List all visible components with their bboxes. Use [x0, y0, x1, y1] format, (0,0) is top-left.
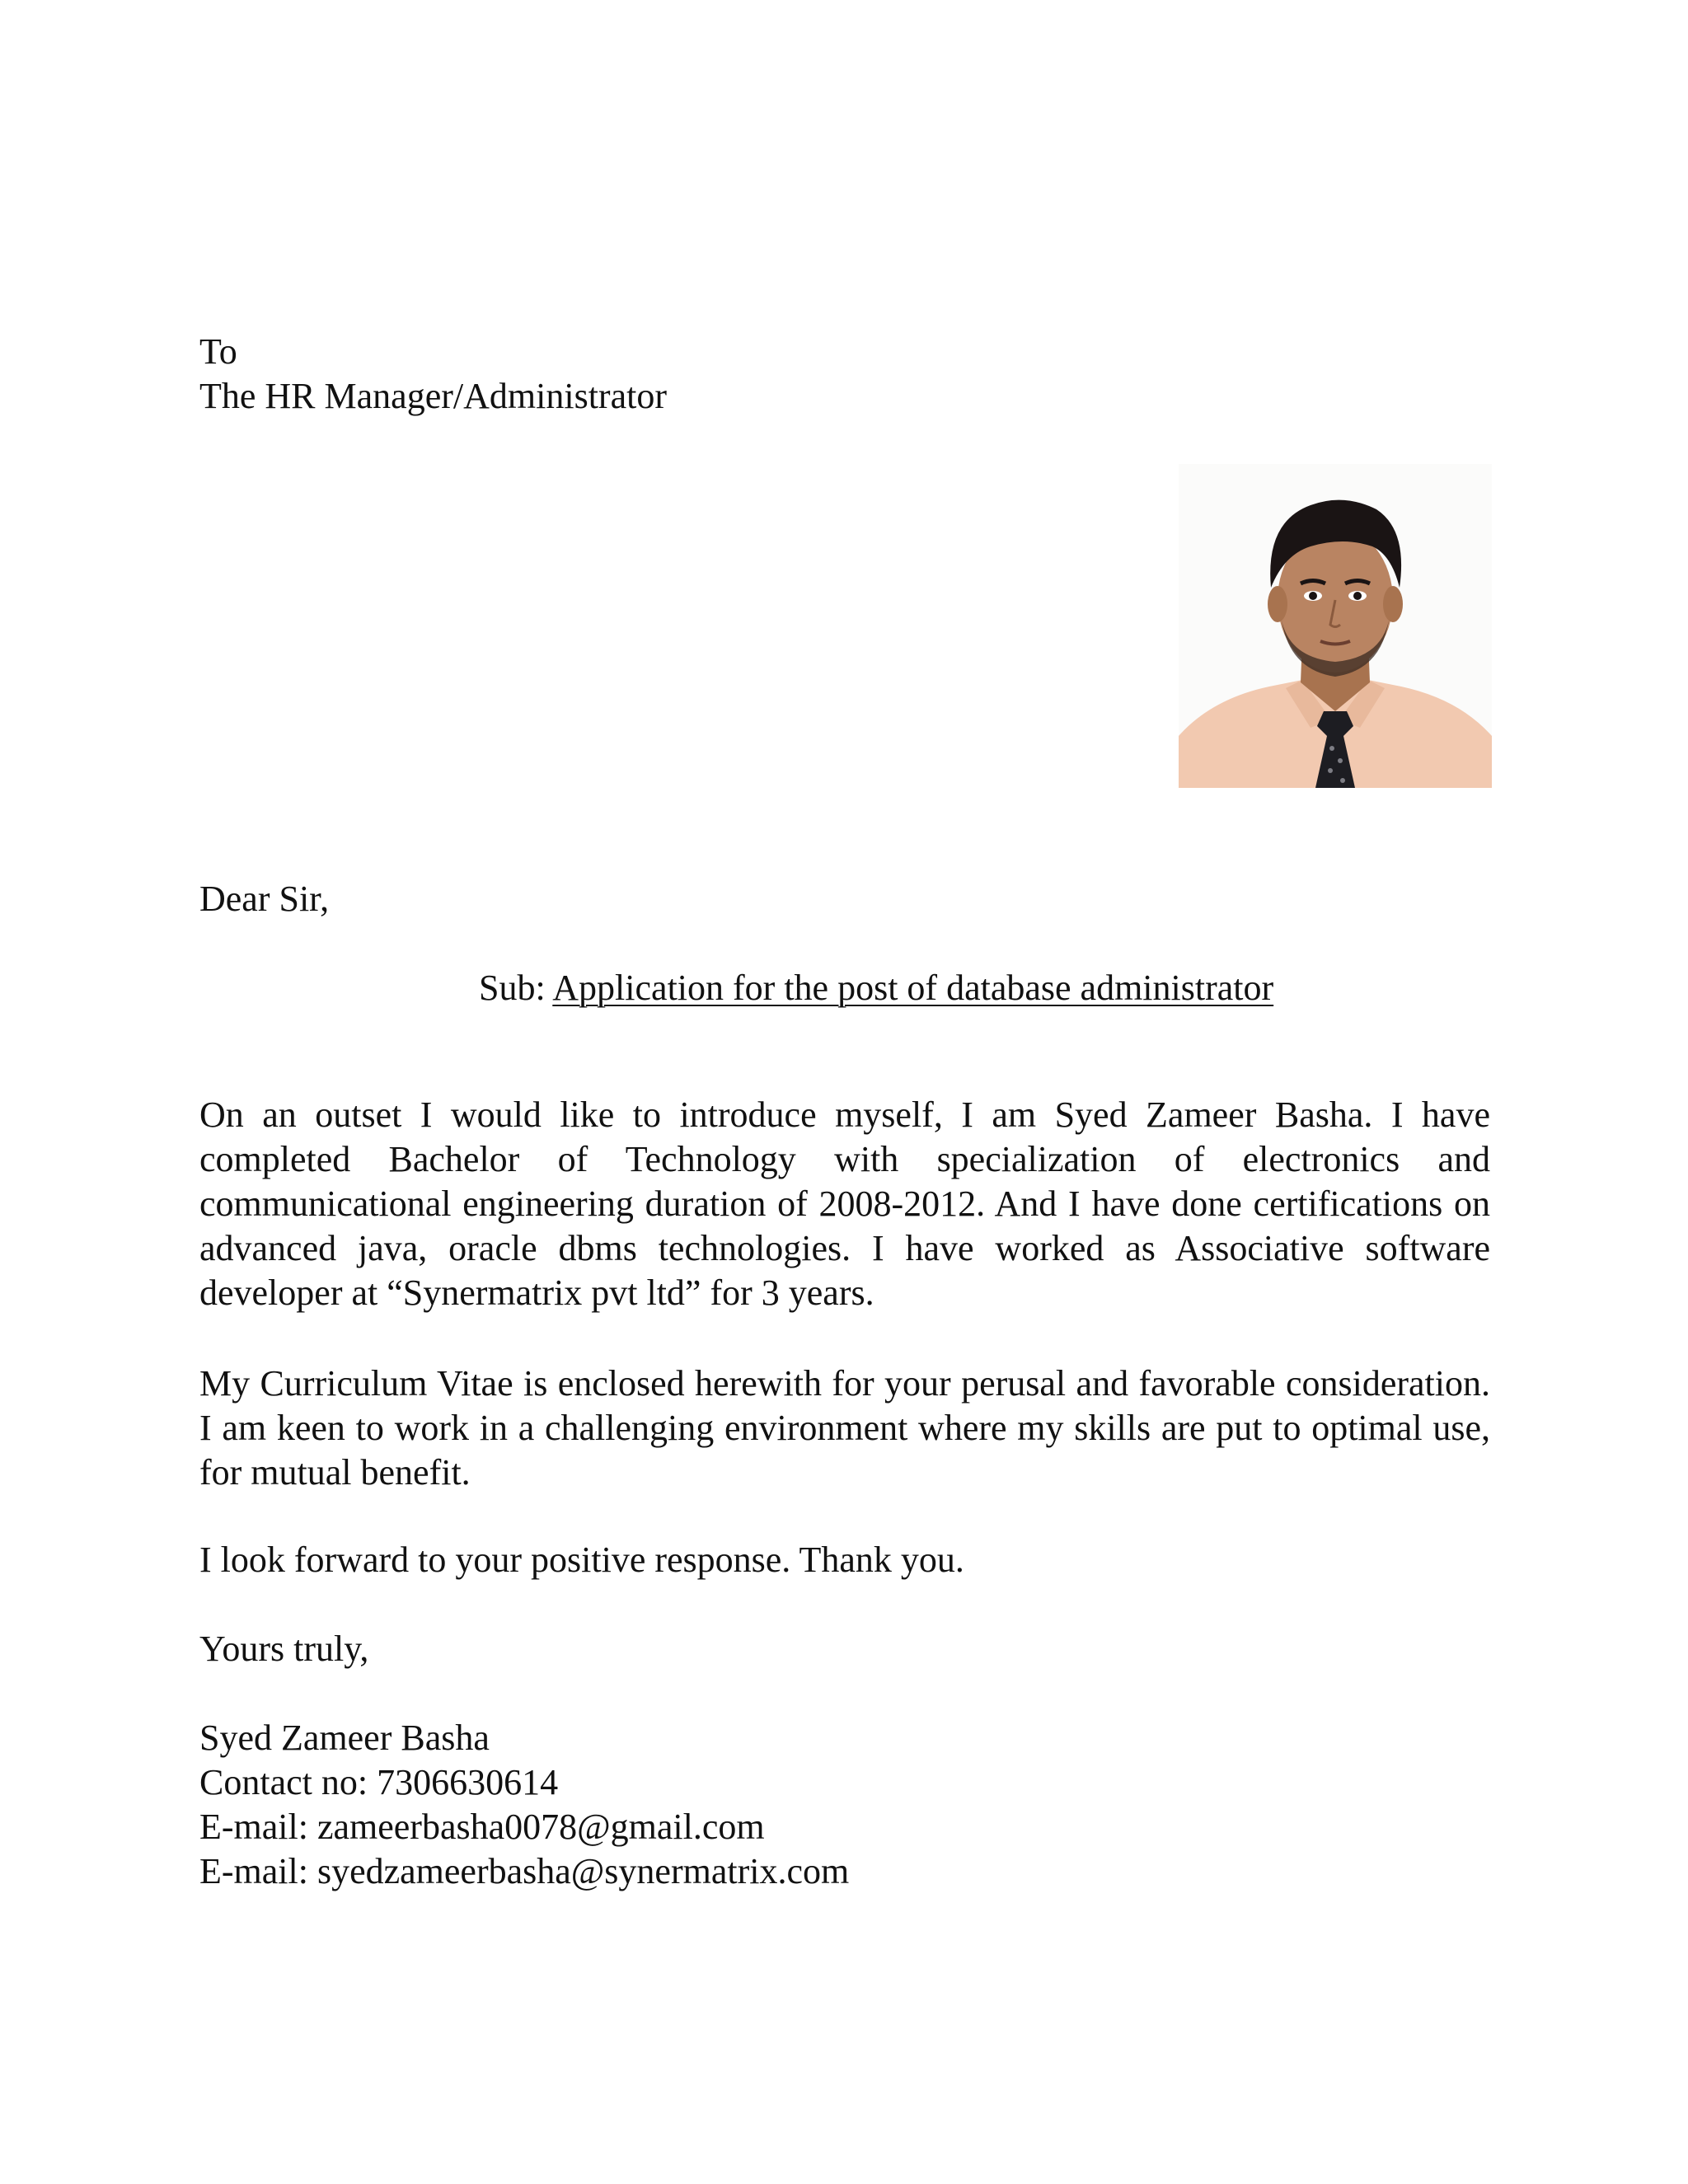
signature-email-personal: E-mail: zameerbasha0078@gmail.com: [199, 1807, 765, 1847]
salutation-to: To: [199, 331, 237, 372]
subject-prefix: Sub:: [479, 968, 546, 1008]
recipient-title: The HR Manager/Administrator: [199, 376, 667, 416]
greeting: Dear Sir,: [199, 879, 330, 919]
body-paragraph-cv: My Curriculum Vitae is enclosed herewith for your perusal and favorable consideration. I am keen to work in a challenging environment where my skills are put to optimal use, for mutual benefit.: [199, 1363, 1490, 1493]
applicant-photo: [1179, 464, 1492, 788]
body-paragraph-closing: I look forward to your positive response. Thank you.: [199, 1540, 964, 1580]
closing: Yours truly,: [199, 1629, 369, 1669]
body-paragraph-intro: On an outset I would like to introduce myself, I am Syed Zameer Basha. I have completed Bachelor of Technology with specialization of electronics and communicational engineering duration of 2008-2012. And I have done certifications on advanced java, oracle dbms technologies. I have worked as Associative software developer at “Synermatrix pvt ltd” for 3 years.: [199, 1094, 1490, 1313]
subject-text: Application for the post of database administrator: [552, 968, 1274, 1008]
signature-email-work: E-mail: syedzameerbasha@synermatrix.com: [199, 1851, 850, 1891]
signature-contact: Contact no: 7306630614: [199, 1762, 559, 1802]
applicant-portrait-image: [1179, 464, 1492, 788]
subject-line: [479, 966, 1273, 1010]
signature-name: Syed Zameer Basha: [199, 1718, 490, 1758]
